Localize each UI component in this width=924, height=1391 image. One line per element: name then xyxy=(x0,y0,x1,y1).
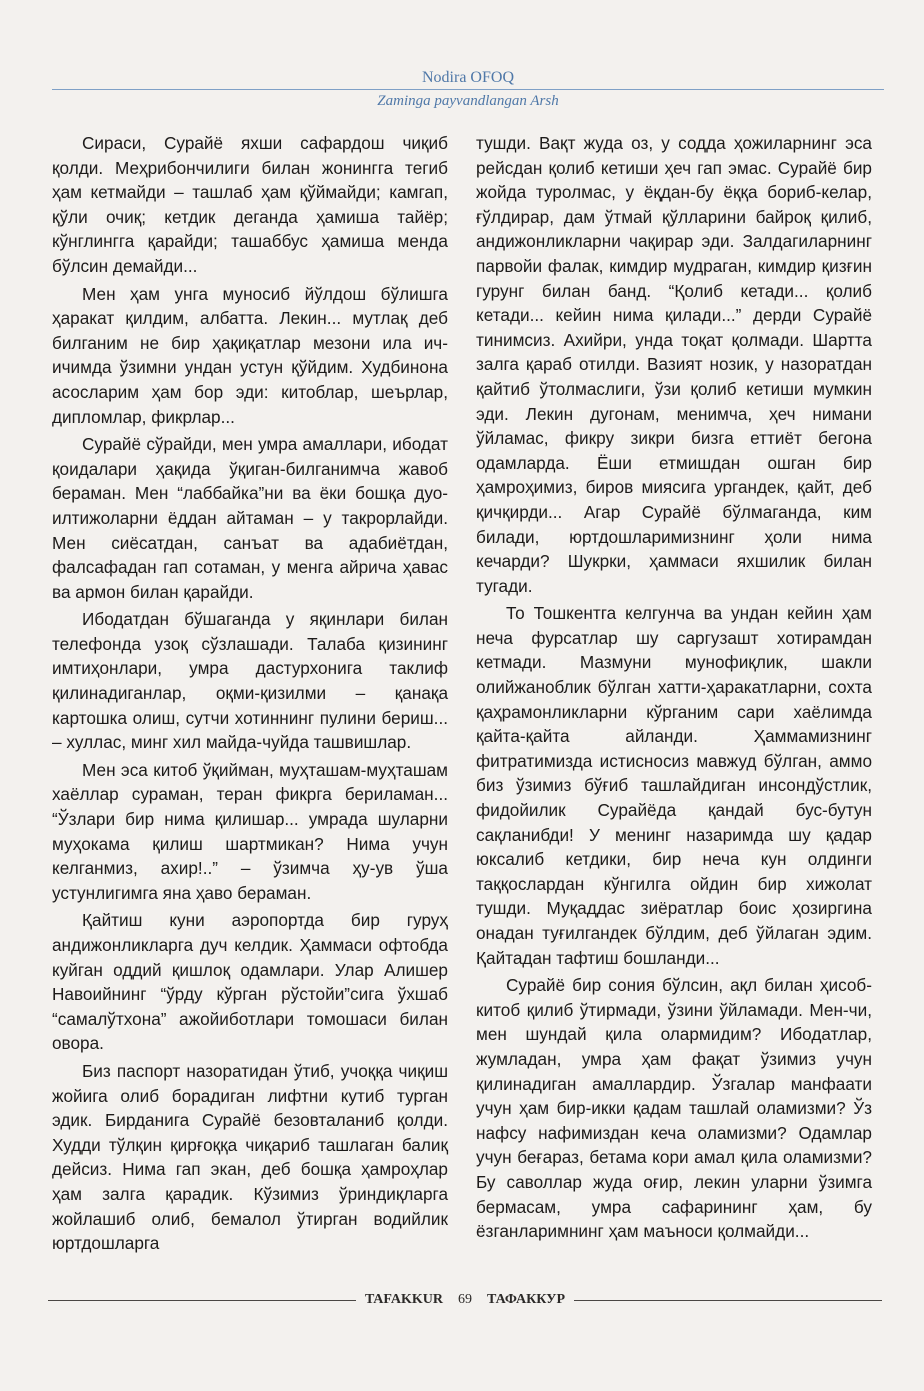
paragraph: Қайтиш куни аэропортда бир гуруҳ андижонликларга дуч келдик. Ҳаммаси офтобда куйган оддий қишлоқ одамлари. Улар Алишер Навоийнинг “ўрду кўрган рўстойи”сига ўхшаб “самалўтхона” ажойиботлари томошаси билан овора. xyxy=(52,910,448,1054)
paragraph: То Тошкентга келгунча ва ундан кейин ҳам неча фурсатлар шу саргузашт хотирамдан кетмади. Мазмуни мунофиқлик, шакли олийжаноблик бўлган хатти-ҳаракатларни, сохта қаҳрамонликларни кўрганим сари хаёлимда қайта-қайта айланди. Ҳаммамизнинг фитратимизда истисносиз мавжуд бўлган, аммо биз ўзимиз бўғиб ташлайдиган инсондўстлик, фидойилик Сурайёда қандай бус-бутун сақланибди! У менинг назаримда шу қадар юксалиб кетдики, бир неча кун олдинги таққослардан кўнгилга ойдин бир хижолат тушди. Муқаддас зиёратлар боис ҳозиргина онадан туғилгандек бўлдим, деб ўйлаган эдим. Қайтадан тафтиш бошланди... xyxy=(476,603,872,968)
page-number: 69 xyxy=(458,1292,473,1307)
header-rule xyxy=(52,89,884,90)
page-footer xyxy=(48,1290,882,1310)
paragraph: Мен эса китоб ўқийман, муҳташам-муҳташам хаёллар сураман, теран фикрга бериламан... “Ўзлари бир нима қилишар... умрада шуларни муҳокама қилиш шартмикан? Нима учун келганмиз, ахир!..” – ўзимча ҳу-ув ўша устунлигимга яна ҳаво бераман. xyxy=(52,759,448,903)
paragraph: Сираси, Сурайё яхши сафардош чиқиб қолди. Меҳрибончилиги билан жонингга тегиб ҳам кетмайди – ташлаб ҳам қўймайди; камгап, қўли очиқ; кетдик деганда ҳамиша тайёр; кўнглингга қарайди; ташаббус ҳамиша менда бўлсин демайди... xyxy=(52,133,448,276)
paragraph: Биз паспорт назоратидан ўтиб, учоққа чиқиш жойига олиб борадиган лифтни кутиб турган эдик. Бирданига Сурайё безовталаниб қолди. Худди тўлқин қирғоққа чиқариб ташлаган балиқ дейсиз. Нима гап экан, деб бошқа ҳамроҳлар ҳам залга қарадик. Кўзимиз ўриндиқларга жойлашиб олиб, бемалол ўтирган водийлик юртдошларга xyxy=(52,1060,448,1254)
author-name: Nodira OFOQ xyxy=(422,69,514,86)
paragraph: Ибодатдан бўшаганда у яқинлари билан телефонда узоқ сўзлашади. Талаба қизининг имтиҳонлари, умра дастурхонига таклиф қилинадиганлар, оқми-қизилми – қанақа картошка олиш, сутчи хотиннинг пулини бериш... – хуллас, минг хил майда-чуйда ташвишлар. xyxy=(52,609,448,753)
footer-rule-right xyxy=(574,1300,882,1301)
article-body xyxy=(52,131,872,1281)
footer-label-cyrillic: ТАФАККУР xyxy=(487,1292,566,1307)
article-title: Zaminga payvandlangan Arsh xyxy=(377,93,559,109)
paragraph: Сурайё бир сония бўлсин, ақл билан ҳисоб-китоб қилиб ўтирмади, ўзини ўйламади. Мен-чи, мен шундай қила олармидим? Ибодатлар, жумладан, умра ҳам фақат ўзимиз учун қилинадиган амаллардир. Ўзгалар манфаати учун ҳам бир-икки қадам ташлай оламизми? Ўз нафсу нафимиздан кеча оламизми? Одамлар учун беғараз, бетама кори амал қила оламизми? Бу саволлар жуда оғир, лекин уларни ўзимга бермасам, умра сафарининг ҳам, бу ёзганларимнинг ҳам маъноси қолмайди... xyxy=(476,975,872,1242)
footer-rule-left xyxy=(48,1300,356,1301)
paragraph-continued: тушди. Вақт жуда оз, у содда ҳожиларнинг эса рейсдан қолиб кетиши ҳеч гап эмас. Сурайё бир жойда туролмас, у ёқдан-бу ёққа бориб-келар, ғўлдирар, дам ўтмай қўлларини байроқ қилиб, андижонликларни чақирар эди. Залдагиларнинг парвойи фалак, кимдир мудраган, кимдир қизғин гурунг билан банд. “Қолиб кетади... қолиб кетади... кейин нима қилади...” дерди Сурайё тинимсиз. Ахийри, унда тоқат қолмади. Шартта залга қараб отилди. Вазият нозик, у назоратдан қайтиб ўтолмаслиги, ўзи қолиб кетиши мумкин эди. Лекин дугонам, менимча, ҳеч нимани ўйламас, фикру зикри бизга еттиёт бегона одамларда. Ёши етмишдан ошган бир ҳамроҳимиз, биров миясига ургандек, қайт, деб қичқирди... Агар Сурайё бўлмаганда, ким билади, юртдошларимизнинг ҳоли нима кечарди? Шукрки, ҳаммаси яхшилик билан тугади. xyxy=(476,133,872,596)
right-column xyxy=(476,131,872,1281)
page-header xyxy=(52,68,884,110)
footer-label-latin: TAFAKKUR xyxy=(364,1292,444,1307)
left-column xyxy=(52,131,448,1281)
paragraph: Сурайё сўрайди, мен умра амаллари, ибодат қоидалари ҳақида ўқиган-билганимча жавоб бераман. Мен “лаббайка”ни ва ёки бошқа дуо-илтижоларни ёддан айтаман – у такрорлайди. Мен сиёсатдан, санъат ва адабиётдан, фалсафадан гап сотаман, у менга айрича ҳавас ва армон билан қарайди. xyxy=(52,434,448,602)
paragraph: Мен ҳам унга муносиб йўлдош бўлишга ҳаракат қилдим, албатта. Лекин... мутлақ деб билганим не бир ҳақиқатлар мезони ила ич-ичимда ўзимни ундан устун қўйдим. Худбинона асосларим ҳам бор эди: китоблар, шеърлар, дипломлар, фикрлар... xyxy=(52,283,448,427)
